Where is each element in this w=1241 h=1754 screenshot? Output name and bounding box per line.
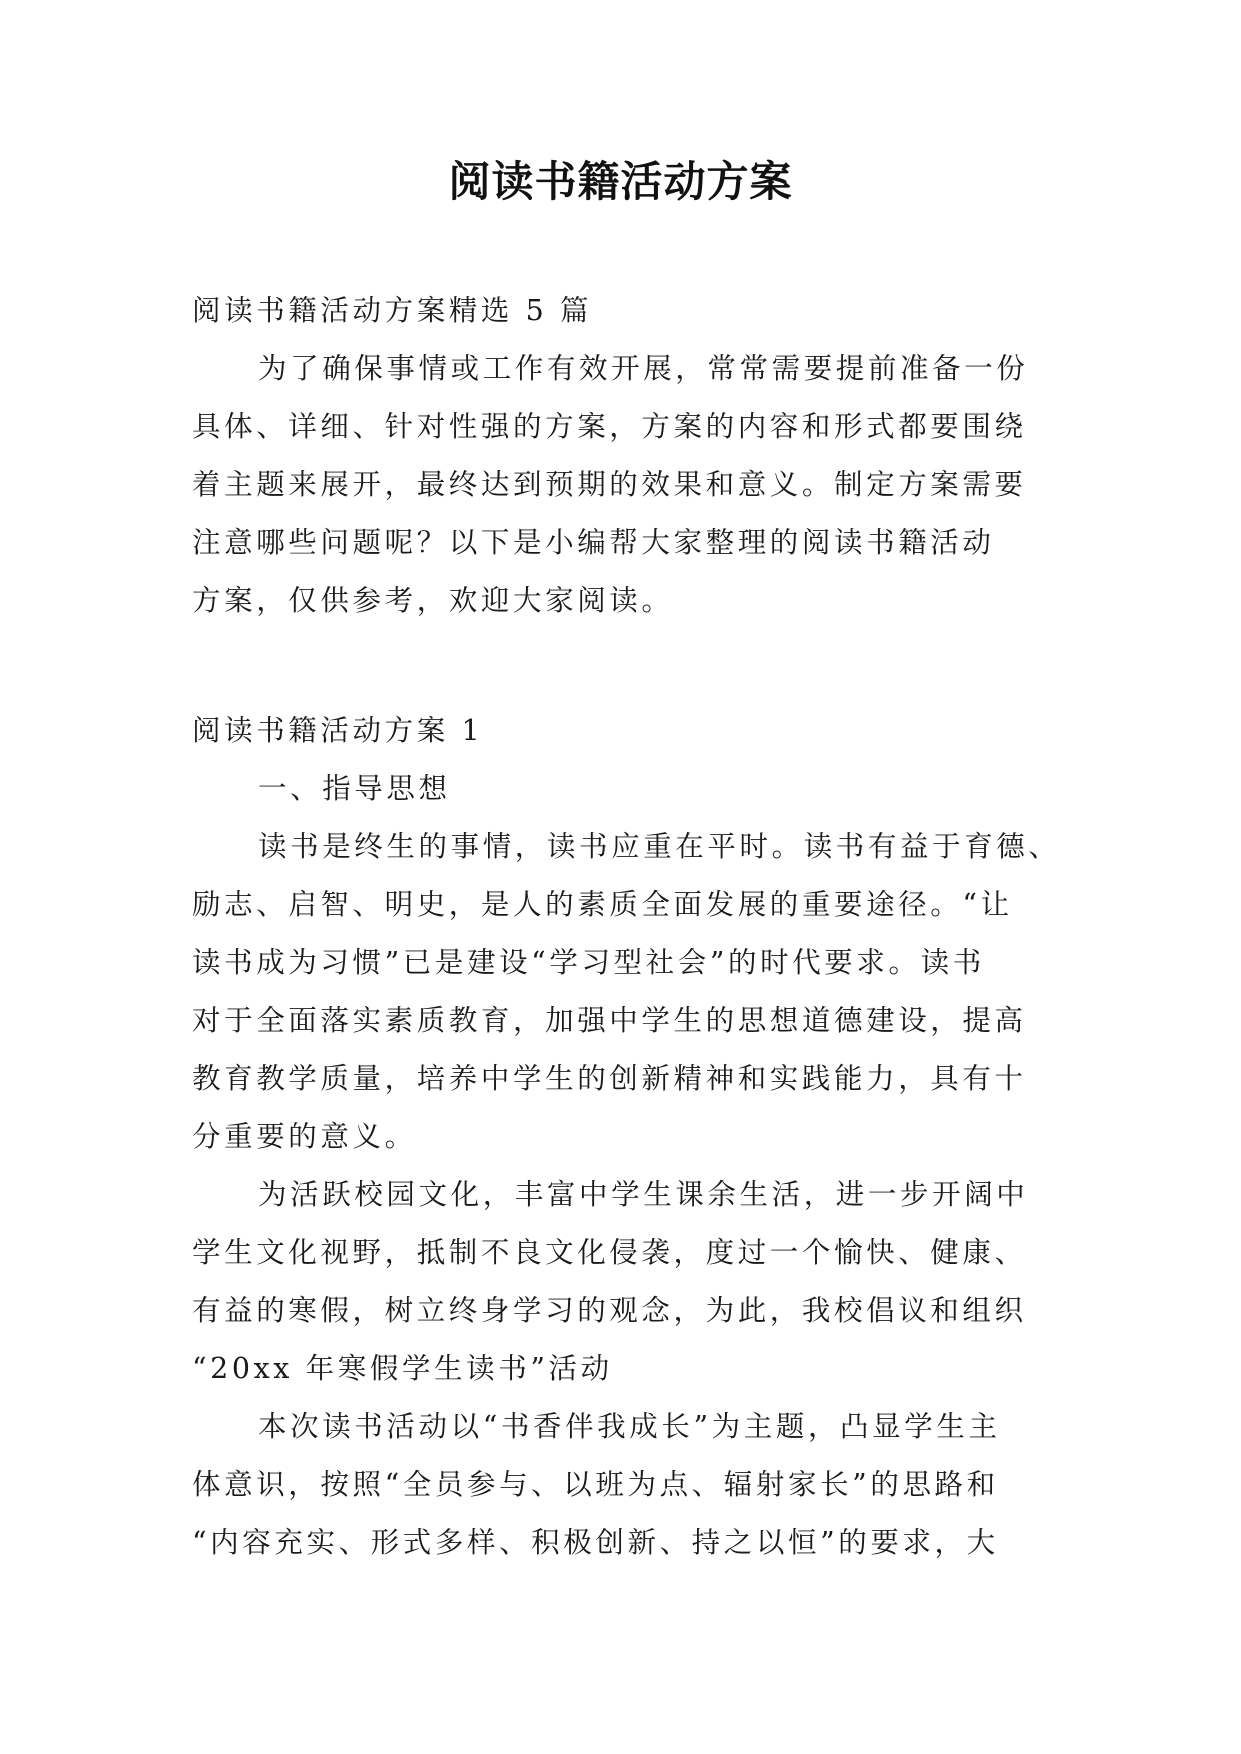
paragraph-line: 注意哪些问题呢？以下是小编帮大家整理的阅读书籍活动 bbox=[192, 526, 995, 559]
section-heading: 阅读书籍活动方案 1 bbox=[192, 714, 484, 747]
paragraph-line: 读书成为习惯”已是建设“学习型社会”的时代要求。读书 bbox=[192, 946, 985, 979]
subtitle-line: 阅读书籍活动方案精选 5 篇 bbox=[192, 294, 593, 327]
document-body bbox=[192, 282, 1061, 1572]
section-gap bbox=[192, 630, 1054, 702]
paragraph-line: 着主题来展开，最终达到预期的效果和意义。制定方案需要 bbox=[192, 468, 1027, 501]
paragraph-line: 本次读书活动以“书香伴我成长”为主题，凸显学生主 bbox=[258, 1410, 1001, 1443]
paragraph-line: 有益的寒假，树立终身学习的观念，为此，我校倡议和组织 bbox=[192, 1294, 1027, 1327]
paragraph-line: 体意识，按照“全员参与、以班为点、辐射家长”的思路和 bbox=[192, 1468, 999, 1501]
paragraph-line: 读书是终生的事情，读书应重在平时。读书有益于育德、 bbox=[258, 830, 1061, 863]
paragraph-line: 为活跃校园文化，丰富中学生课余生活，进一步开阔中 bbox=[258, 1178, 1029, 1211]
paragraph-line: “20xx 年寒假学生读书”活动 bbox=[192, 1352, 613, 1385]
paragraph-line: 对于全面落实素质教育，加强中学生的思想道德建设，提高 bbox=[192, 1004, 1027, 1037]
paragraph-line: “内容充实、形式多样、积极创新、持之以恒”的要求，大 bbox=[192, 1526, 999, 1559]
paragraph-line: 方案，仅供参考，欢迎大家阅读。 bbox=[192, 584, 674, 617]
paragraph-line: 教育教学质量，培养中学生的创新精神和实践能力，具有十 bbox=[192, 1062, 1027, 1095]
subsection-heading: 一、指导思想 bbox=[258, 772, 451, 805]
paragraph-line: 为了确保事情或工作有效开展，常常需要提前准备一份 bbox=[258, 352, 1029, 385]
paragraph-line: 励志、启智、明史，是人的素质全面发展的重要途径。“让 bbox=[192, 888, 1013, 921]
document-title: 阅读书籍活动方案 bbox=[448, 157, 793, 206]
paragraph-line: 具体、详细、针对性强的方案，方案的内容和形式都要围绕 bbox=[192, 410, 1027, 443]
paragraph-line: 学生文化视野，抵制不良文化侵袭，度过一个愉快、健康、 bbox=[192, 1236, 1027, 1269]
paragraph-line: 分重要的意义。 bbox=[192, 1120, 417, 1153]
